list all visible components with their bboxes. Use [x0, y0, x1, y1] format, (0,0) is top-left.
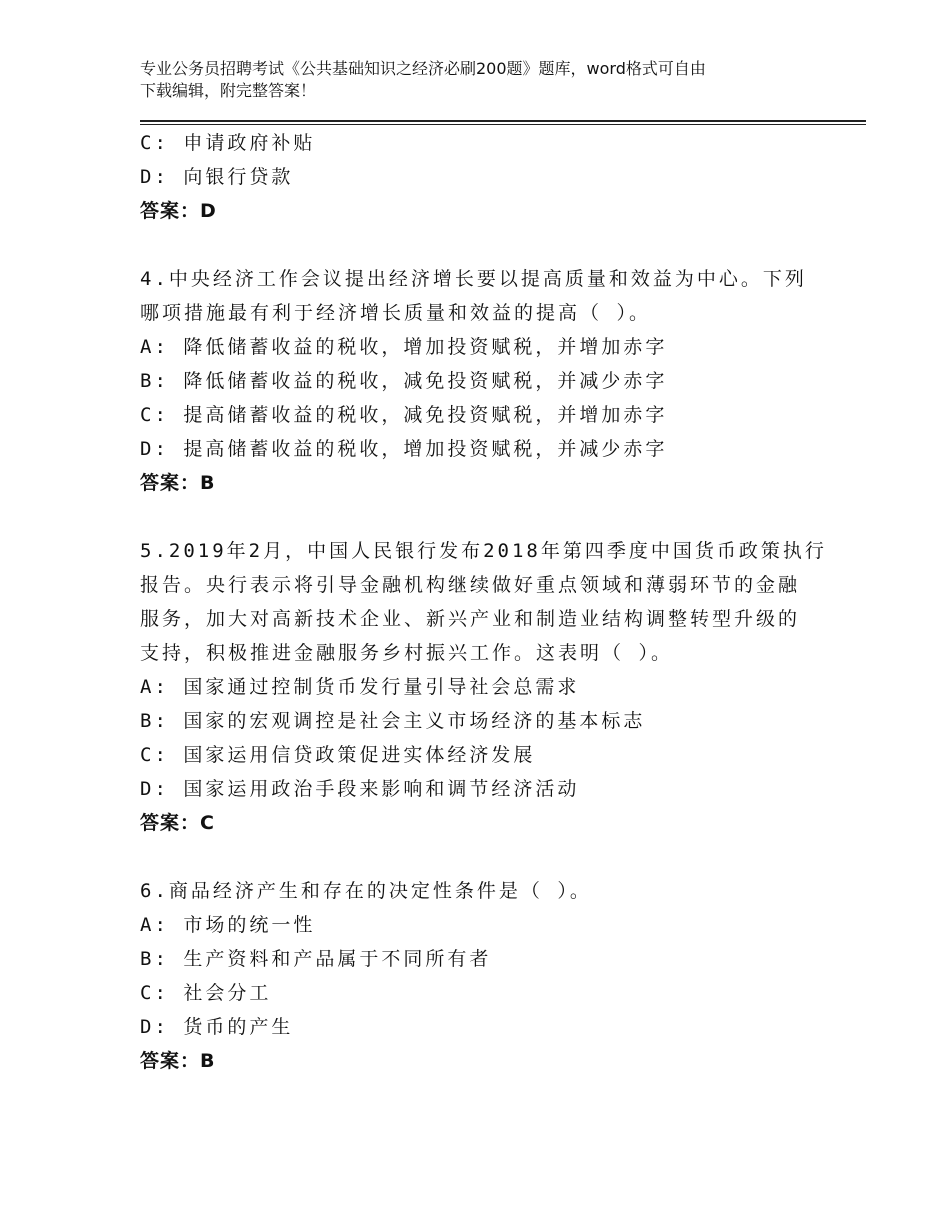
answer: 答案：C	[140, 812, 215, 834]
header-rule-thick	[140, 120, 866, 122]
option-d: D: 提高储蓄收益的税收，增加投资赋税，并减少赤字	[140, 438, 668, 460]
question-stem: 6.商品经济产生和存在的决定性条件是（ ）。	[140, 880, 592, 902]
spacer	[140, 228, 866, 262]
answer: 答案：B	[140, 1050, 216, 1072]
answer: 答案：B	[140, 472, 216, 494]
question-stem: 支持，积极推进金融服务乡村振兴工作。这表明（ ）。	[140, 642, 673, 664]
option-b: B: 生产资料和产品属于不同所有者	[140, 948, 492, 970]
question-stem: 5.2019年2月，中国人民银行发布2018年第四季度中国货币政策执行	[140, 540, 827, 562]
option-c: C: 社会分工	[140, 982, 272, 1004]
option-c: C: 申请政府补贴	[140, 132, 316, 154]
option-b: B: 降低储蓄收益的税收，减免投资赋税，并减少赤字	[140, 370, 668, 392]
option-b: B: 国家的宏观调控是社会主义市场经济的基本标志	[140, 710, 646, 732]
option-d: D: 国家运用政治手段来影响和调节经济活动	[140, 778, 580, 800]
header-rule-thin	[140, 124, 866, 125]
answer: 答案：D	[140, 200, 217, 222]
question-5	[140, 534, 866, 840]
option-d: D: 向银行贷款	[140, 166, 294, 188]
header-line-1: 专业公务员招聘考试《公共基础知识之经济必刷200题》题库，word格式可自由	[140, 59, 706, 78]
question-stem: 哪项措施最有利于经济增长质量和效益的提高（ ）。	[140, 302, 651, 324]
question-stem: 报告。央行表示将引导金融机构继续做好重点领域和薄弱环节的金融	[140, 574, 801, 596]
option-a: A: 市场的统一性	[140, 914, 316, 936]
option-c: C: 国家运用信贷政策促进实体经济发展	[140, 744, 536, 766]
spacer	[140, 500, 866, 534]
question-list	[140, 126, 866, 1078]
question-3-tail	[140, 126, 866, 228]
option-a: A: 降低储蓄收益的税收，增加投资赋税，并增加赤字	[140, 336, 668, 358]
option-a: A: 国家通过控制货币发行量引导社会总需求	[140, 676, 580, 698]
page-header	[140, 58, 820, 102]
option-d: D: 货币的产生	[140, 1016, 294, 1038]
spacer	[140, 840, 866, 874]
question-stem: 服务，加大对高新技术企业、新兴产业和制造业结构调整转型升级的	[140, 608, 801, 630]
option-c: C: 提高储蓄收益的税收，减免投资赋税，并增加赤字	[140, 404, 668, 426]
header-line-2: 下载编辑，附完整答案！	[140, 81, 317, 100]
question-6	[140, 874, 866, 1078]
question-4	[140, 262, 866, 500]
question-stem: 4.中央经济工作会议提出经济增长要以提高质量和效益为中心。下列	[140, 268, 807, 290]
